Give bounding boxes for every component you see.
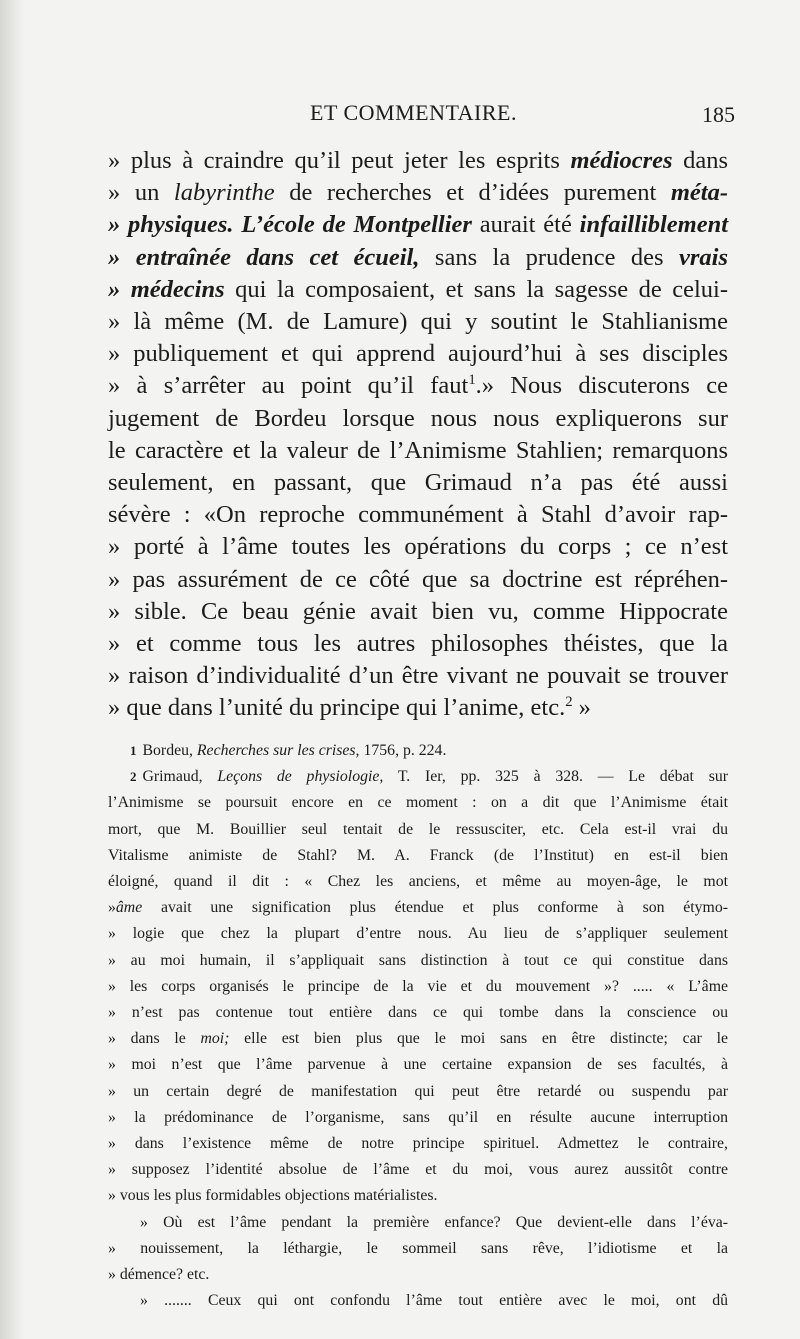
text-line: » physiques. L’école de Montpellier aurait été infailliblement (108, 211, 729, 239)
footnote-line: » ....... Ceux qui ont confondu l’âme tout entière avec le moi, ont dû (140, 1292, 728, 1310)
footnote-line: » la prédominance de l’organisme, sans qu’il en résulte aucune interruption (108, 1108, 728, 1126)
text-line: » raison d’individualité d’un être vivant ne pouvait se trouver (108, 662, 728, 690)
footnote-line: » un certain degré de manifestation qui peut être retardé ou suspendu par (108, 1082, 728, 1100)
footnote-line: » Où est l’âme pendant la première enfance? Que devient-elle dans l’éva- (140, 1213, 728, 1231)
footnote-line: » vous les plus formidables objections matérialistes. (108, 1187, 438, 1205)
footnotes (108, 738, 728, 1314)
footnote-line: » supposez l’identité absolue de l’âme et du moi, vous aurez aussitôt contre (108, 1161, 728, 1179)
footnote-line: » nouissement, la léthargie, le sommeil sans rêve, l’idiotisme et la (108, 1239, 728, 1257)
footnote-line: » les corps organisés le principe de la vie et du mouvement »? ..... « L’âme (108, 977, 728, 995)
footnote-line: »âme avait une signification plus étendue et plus conforme à son étymo- (108, 899, 728, 917)
text-line: » porté à l’âme toutes les opérations du corps ; ce n’est (108, 533, 728, 561)
footnote-line: » n’est pas contenue tout entière dans ce qui tombe dans la conscience ou (108, 1004, 728, 1022)
footnote-line: » dans le moi; elle est bien plus que le moi sans en être distincte; car le (108, 1030, 729, 1048)
footnote-ref: 1 (468, 372, 476, 389)
footnote-line: » démence? etc. (108, 1266, 210, 1284)
text-line: » entraînée dans cet écueil, sans la prudence des vrais (108, 243, 728, 271)
text-line: jugement de Bordeu lorsque nous nous expliquerons sur (108, 404, 728, 432)
text-line: le caractère et la valeur de l’Animisme Stahlien; remarquons (108, 436, 728, 464)
footnote-line: » moi n’est que l’âme parvenue à une certaine expansion de ses facultés, à (108, 1056, 728, 1074)
text-line: » que dans l’unité du principe qui l’anime, etc.$^2$ » (108, 694, 591, 722)
running-title: ET COMMENTAIRE. (310, 100, 517, 125)
text-line: » là même (M. de Lamure) qui y soutint le Stahlianisme (108, 308, 728, 336)
footnote-line: » au moi humain, il s’appliquait sans distinction à tout ce qui constitue dans (108, 951, 728, 969)
text-line: » un labyrinthe de recherches et d’idées purement méta- (108, 179, 729, 207)
footnote-line: Vitalisme animiste de Stahl? M. A. Franck (de l’Institut) en est-il bien (108, 846, 728, 864)
text-line: » pas assurément de ce côté que sa doctrine est répréhen- (108, 565, 728, 593)
footnote-ref: 2 (565, 694, 573, 711)
footnote-line: » logie que chez la plupart d’entre nous. Au lieu de s’appliquer seulement (108, 925, 728, 943)
footnote-line: l’Animisme se poursuit encore en ce moment : on a dit que l’Animisme était (108, 794, 728, 812)
footnote-line: » dans l’existence même de notre principe spirituel. Admettez le contraire, (108, 1135, 728, 1153)
footnote-line: éloigné, quand il dit : « Chez les anciens, et même au moyen-âge, le mot (108, 873, 728, 891)
page-header (110, 100, 735, 134)
text-line: » et comme tous les autres philosophes théistes, que la (108, 630, 728, 658)
text-line: seulement, en passant, que Grimaud n’a pas été aussi (108, 469, 728, 497)
text-line: sévère : «On reproche communément à Stahl d’avoir rap- (108, 501, 728, 529)
main-text (108, 145, 728, 725)
text-line: » sible. Ce beau génie avait bien vu, comme Hippocrate (108, 597, 728, 625)
footnote-1: 1 Bordeu, Recherches sur les crises, 1756, p. 224. (130, 742, 447, 759)
text-line: » à s’arrêter au point qu’il faut$^1$.» Nous discuterons ce (108, 372, 728, 400)
footnote-2: 2 Grimaud, Leçons de physiologie, T. Ier, pp. 325 à 328. — Le débat sur (130, 768, 729, 786)
page-number: 185 (702, 102, 735, 127)
text-line: » publiquement et qui apprend aujourd’hui à ses disciples (108, 340, 728, 368)
footnote-line: mort, que M. Bouillier seul tentait de le ressusciter, etc. Cela est-il vrai du (108, 820, 728, 838)
text-line: » médecins qui la composaient, et sans la sagesse de celui- (108, 275, 728, 303)
text-line: » plus à craindre qu’il peut jeter les esprits médiocres dans (108, 147, 729, 174)
